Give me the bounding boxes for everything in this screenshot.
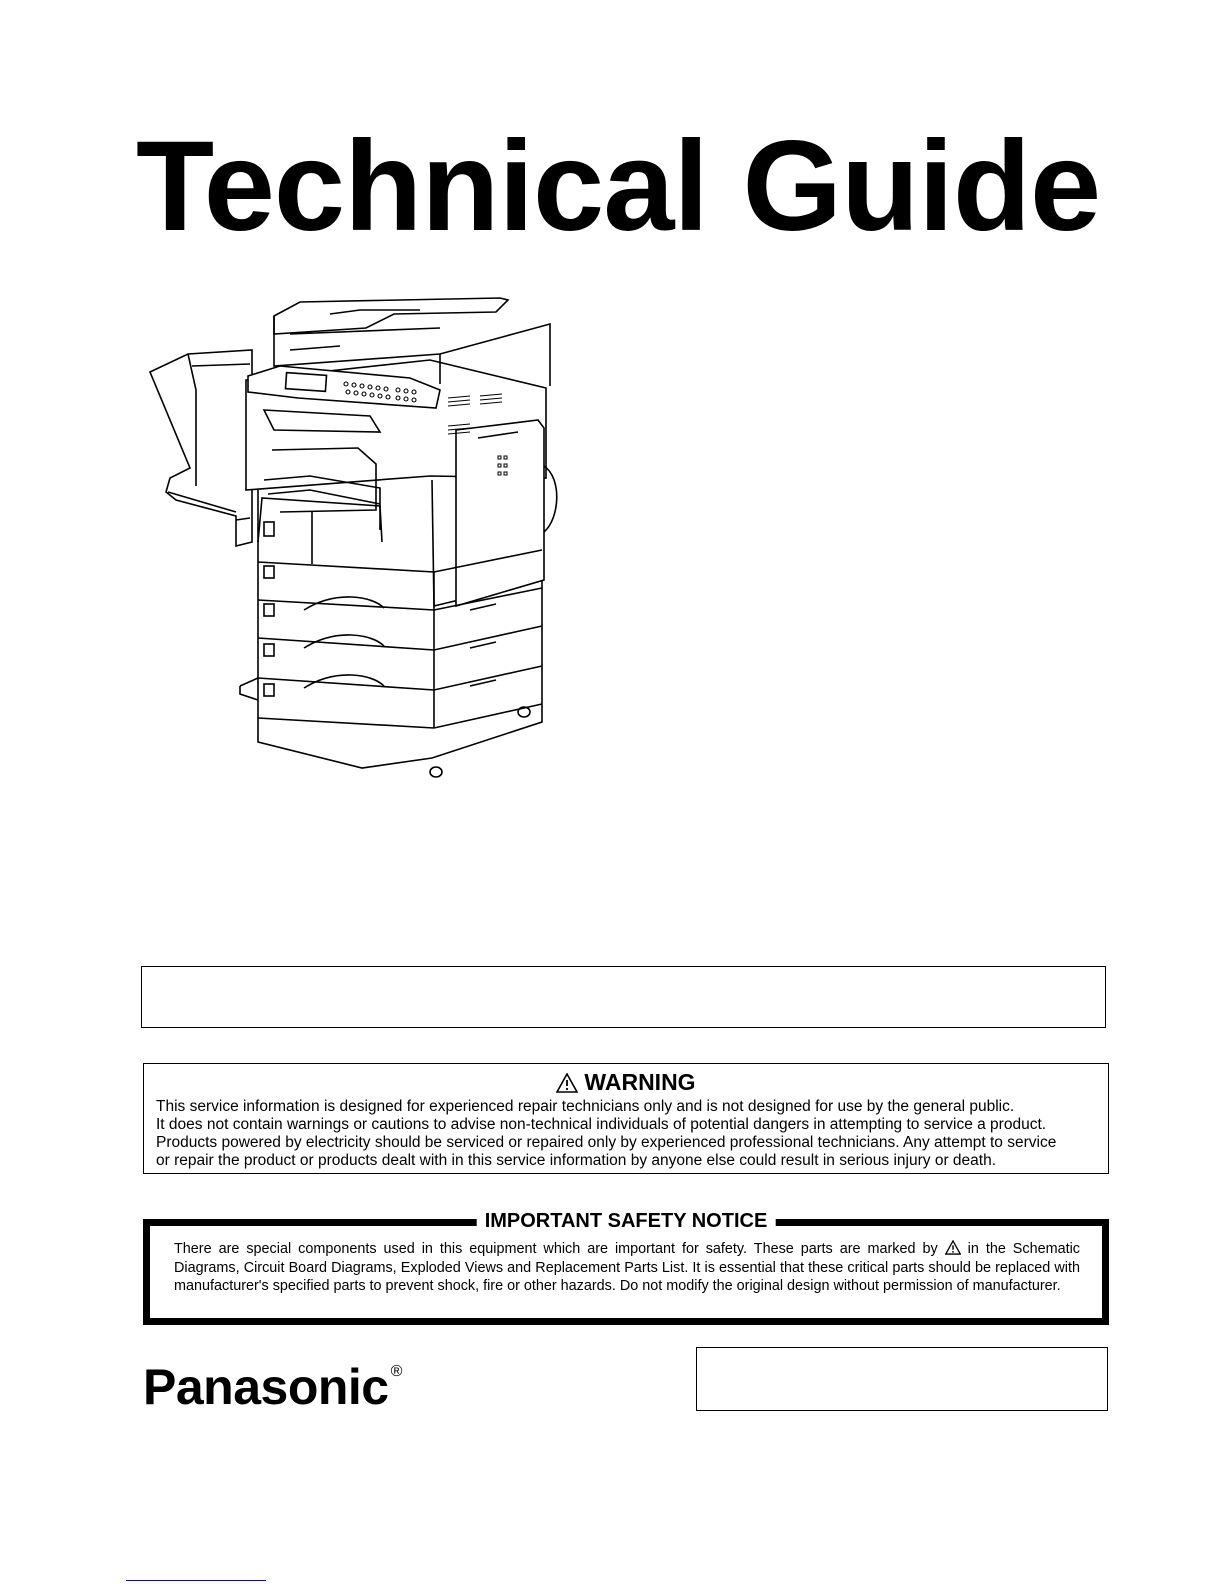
warning-line: It does not contain warnings or cautions to advise non-technical individuals of potential dangers in attempting to service a product. <box>156 1116 1047 1133</box>
safety-notice-text <box>174 1240 1080 1296</box>
link-underline <box>126 1580 266 1581</box>
warning-triangle-icon <box>556 1073 578 1093</box>
warning-line: This service information is designed for experienced repair technicians only and is not designed for use by the general public. <box>156 1098 1015 1115</box>
document-title: Technical Guide <box>136 115 1101 258</box>
safety-notice-box <box>143 1210 1109 1325</box>
safety-notice-heading: IMPORTANT SAFETY NOTICE <box>477 1208 776 1234</box>
model-info-box <box>141 966 1106 1028</box>
order-number-box <box>696 1347 1108 1411</box>
brand-logo <box>143 1342 402 1417</box>
warning-heading-row <box>144 1068 1108 1096</box>
safety-text-part-2: in the Schematic Diagrams, Circuit Board Diagrams, Exploded Views and Replacement Parts List. It is essential that these critical parts should be replaced with manufacturer's specified parts to prevent shock, fire or other hazards. Do not modify the original design without permission of manufacturer. <box>174 1241 1080 1294</box>
warning-line: or repair the product or products dealt with in this service information by anyone else could result in serious injury or death. <box>156 1152 997 1169</box>
brand-name: Panasonic <box>143 1359 389 1415</box>
warning-line: Products powered by electricity should be serviced or repaired only by experienced professional technicians. Any attempt to service <box>156 1134 1057 1151</box>
copier-machine-illustration <box>140 280 580 790</box>
warning-triangle-icon <box>945 1240 961 1255</box>
warning-text <box>156 1098 1100 1170</box>
warning-heading: WARNING <box>584 1069 696 1095</box>
safety-text-part-1: There are special components used in this equipment which are important for safety. These parts are marked by <box>174 1241 938 1257</box>
registered-mark: ® <box>390 1363 402 1380</box>
warning-box <box>143 1063 1109 1174</box>
